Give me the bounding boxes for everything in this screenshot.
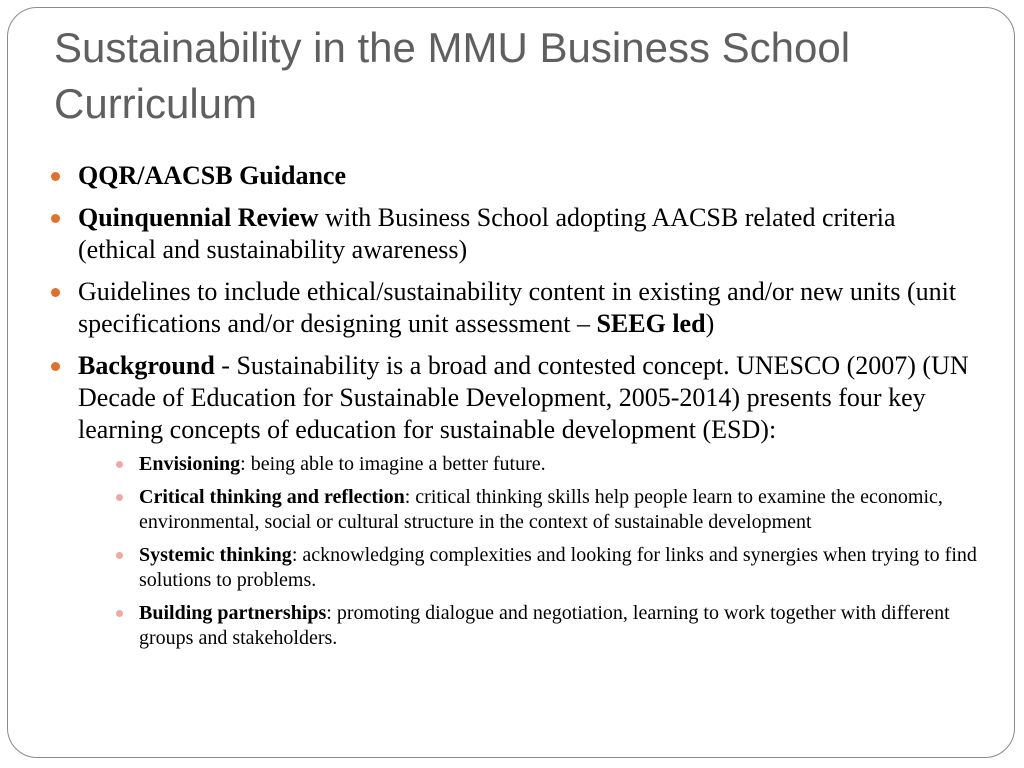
bullet-dot-icon bbox=[51, 214, 60, 223]
subitem-text: : promoting dialogue and negotiation, learning to work together with different groups and stakeholders. bbox=[139, 602, 950, 649]
slide-title: Sustainability in the MMU Business School Curriculum bbox=[54, 24, 851, 127]
subitem-text: : acknowledging complexities and looking for links and synergies when trying to find solutions to problems. bbox=[139, 544, 977, 591]
list-item bbox=[48, 160, 978, 192]
list-item bbox=[48, 276, 978, 340]
subitem-bold: Systemic thinking bbox=[139, 544, 292, 566]
bullet-dot-icon bbox=[51, 362, 60, 371]
sub-bullet-list bbox=[78, 452, 978, 651]
sub-bullet-dot-icon bbox=[116, 494, 123, 501]
sub-list-item bbox=[109, 543, 978, 593]
subitem-bold: Envisioning bbox=[139, 453, 241, 475]
item-text: with Business School adopting AACSB related criteria (ethical and sustainability awareness) bbox=[78, 203, 896, 264]
item-bold: Background bbox=[78, 351, 215, 380]
item-text: - Sustainability is a broad and contested concept. UNESCO (2007) (UN Decade of Education for Sustainable Development, 2005-2014) presents four key learning concepts of education for sustainable development (ESD): bbox=[78, 351, 969, 444]
sub-list-item bbox=[109, 485, 978, 535]
bullet-list bbox=[48, 160, 978, 651]
subitem-bold: Critical thinking and reflection bbox=[139, 486, 405, 508]
bullet-dot-icon bbox=[51, 288, 60, 297]
sub-list-item bbox=[109, 452, 978, 477]
item-tail: ) bbox=[705, 309, 715, 338]
subitem-text: : critical thinking skills help people learn to examine the economic, environmental, social or cultural structure in the context of sustainable development bbox=[139, 486, 943, 533]
item-bold: QQR/AACSB Guidance bbox=[78, 161, 346, 190]
sub-bullet-dot-icon bbox=[116, 610, 123, 617]
bullet-dot-icon bbox=[51, 172, 60, 181]
slide-content bbox=[48, 160, 978, 661]
item-bold: Quinquennial Review bbox=[78, 203, 319, 232]
subitem-bold: Building partnerships bbox=[139, 602, 327, 624]
sub-bullet-dot-icon bbox=[116, 552, 123, 559]
sub-bullet-dot-icon bbox=[116, 461, 123, 468]
list-item bbox=[48, 202, 978, 266]
item-bold: SEEG led bbox=[596, 309, 706, 338]
sub-list-item bbox=[109, 601, 978, 651]
list-item bbox=[48, 350, 978, 651]
subitem-text: : being able to imagine a better future. bbox=[240, 453, 546, 475]
item-text: Guidelines to include ethical/sustainability content in existing and/or new units (unit specifications and/or designing unit assessment – bbox=[78, 277, 957, 338]
